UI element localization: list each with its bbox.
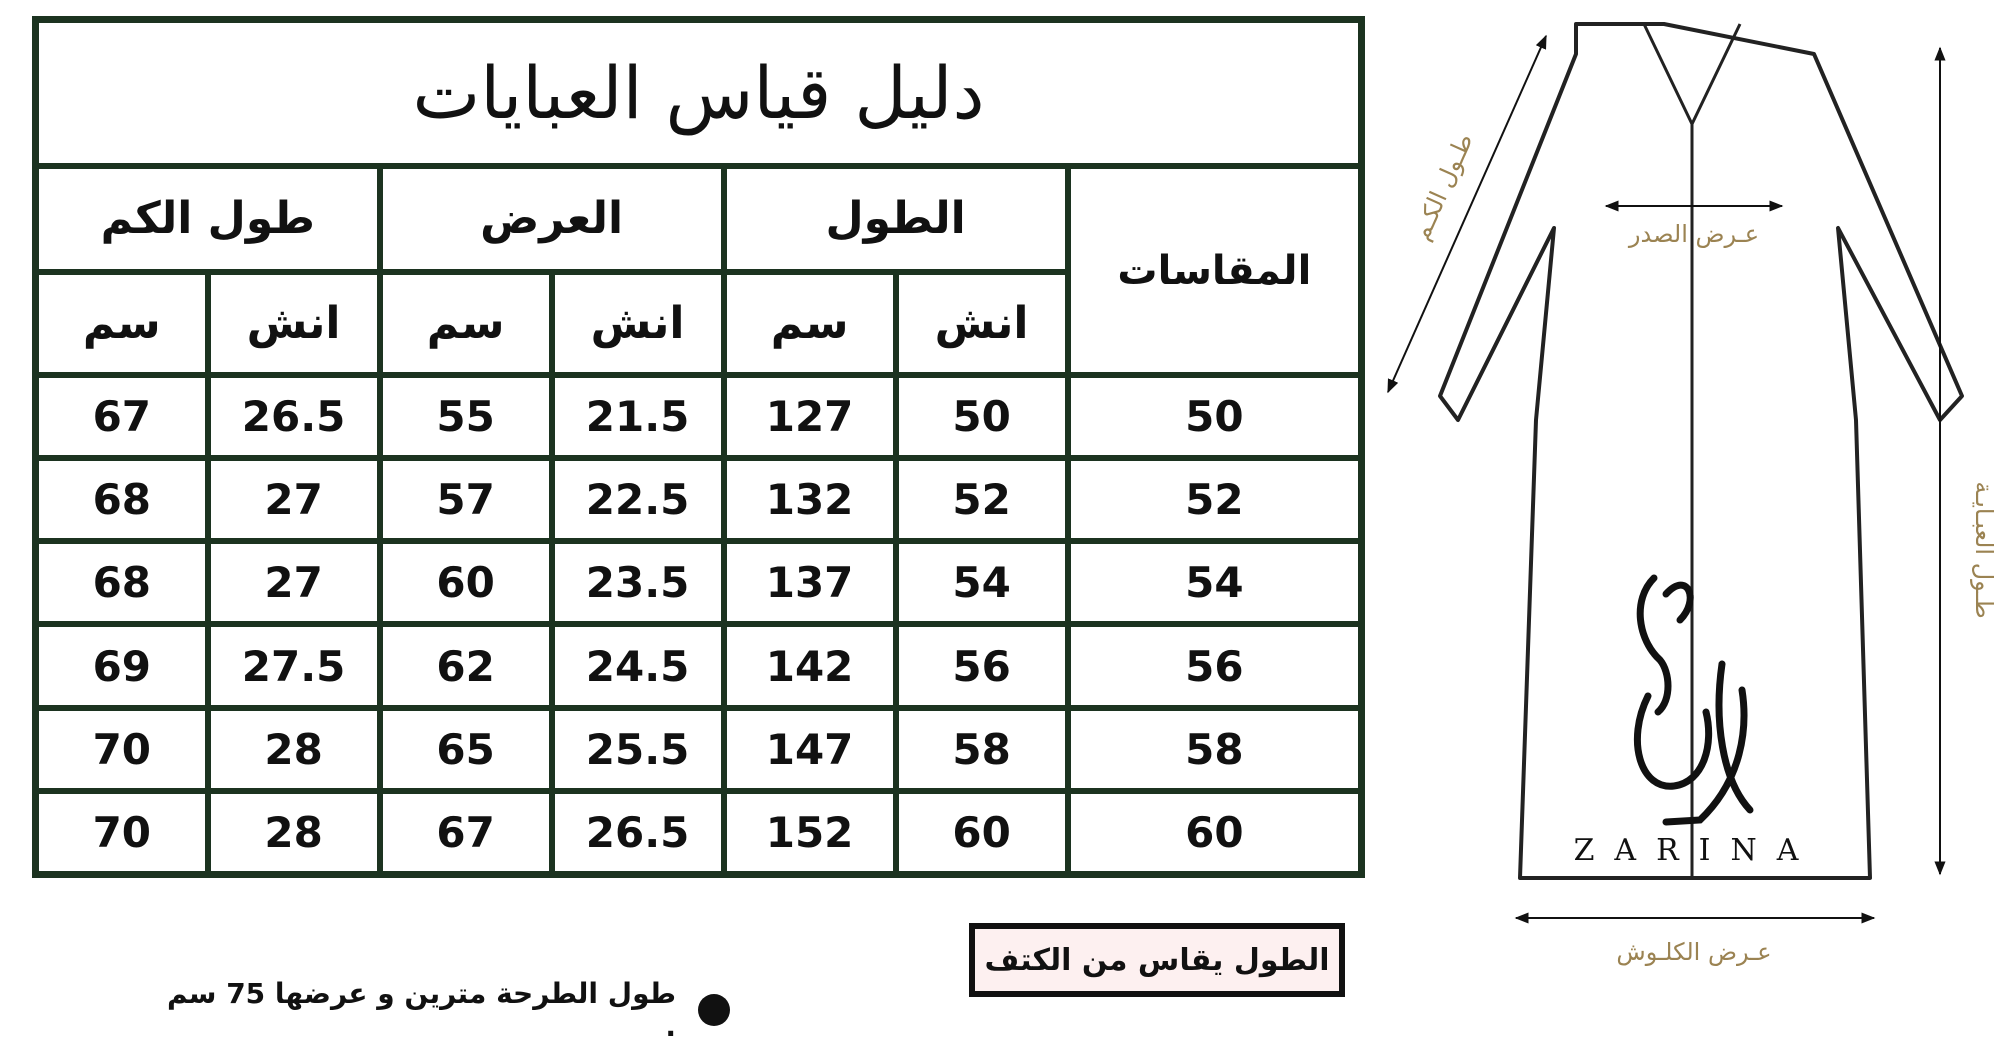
- width-cm-cell: 67: [380, 791, 552, 875]
- sleeve-cm-cell: 68: [36, 541, 208, 624]
- size-cell: 52: [1068, 458, 1362, 541]
- size-cell: 58: [1068, 708, 1362, 791]
- abaya-measurement-diagram: [1370, 0, 2000, 1041]
- length-cm-cell: 152: [724, 791, 896, 875]
- width-inch-cell: 21.5: [552, 375, 724, 458]
- sleeve-length-header: طول الكم: [36, 166, 380, 271]
- sleeve-inch-cell: 26.5: [208, 375, 380, 458]
- length-inch-cell: 50: [896, 375, 1068, 458]
- length-cm-header: سم: [724, 272, 896, 375]
- width-inch-cell: 25.5: [552, 708, 724, 791]
- width-cm-cell: 57: [380, 458, 552, 541]
- length-cm-cell: 147: [724, 708, 896, 791]
- scarf-note-text: طول الطرحة مترين و عرضها 75 سم .: [166, 977, 676, 1043]
- size-cell: 60: [1068, 791, 1362, 875]
- table-row: [36, 375, 1362, 458]
- length-inch-cell: 52: [896, 458, 1068, 541]
- sleeve-inch-cell: 27.5: [208, 624, 380, 707]
- width-cm-cell: 65: [380, 708, 552, 791]
- sleeve-inch-cell: 28: [208, 708, 380, 791]
- length-cm-cell: 142: [724, 624, 896, 707]
- hem-width-label: عـرض الكلـوش: [1616, 938, 1772, 966]
- sleeve-cm-cell: 67: [36, 375, 208, 458]
- abaya-outline-icon: [1440, 24, 1962, 878]
- brand-name: ZARINA: [1573, 833, 1819, 868]
- zarina-calligraphy-logo-icon: [1637, 578, 1750, 822]
- length-inch-header: انش: [896, 272, 1068, 375]
- sleeve-inch-header: انش: [208, 272, 380, 375]
- size-cell: 56: [1068, 624, 1362, 707]
- length-cm-cell: 137: [724, 541, 896, 624]
- size-cell: 50: [1068, 375, 1362, 458]
- sleeve-length-arrow: [1388, 36, 1546, 392]
- size-cell: 54: [1068, 541, 1362, 624]
- abaya-length-label: طـول العبـايـة: [1970, 481, 1998, 619]
- width-header: العرض: [380, 166, 724, 271]
- sleeve-inch-cell: 28: [208, 791, 380, 875]
- sleeve-length-label: طـول الكـم: [1406, 129, 1479, 245]
- sleeve-inch-cell: 27: [208, 541, 380, 624]
- width-inch-header: انش: [552, 272, 724, 375]
- length-inch-cell: 54: [896, 541, 1068, 624]
- length-inch-cell: 58: [896, 708, 1068, 791]
- width-cm-cell: 62: [380, 624, 552, 707]
- width-inch-cell: 23.5: [552, 541, 724, 624]
- width-inch-cell: 26.5: [552, 791, 724, 875]
- width-inch-cell: 24.5: [552, 624, 724, 707]
- table-title: دليل قياس العبايات: [36, 20, 1362, 167]
- bullet-icon: [698, 994, 730, 1026]
- sleeve-cm-cell: 68: [36, 458, 208, 541]
- sleeve-cm-cell: 69: [36, 624, 208, 707]
- length-measure-note-text: الطول يقاس من الكتف: [984, 942, 1330, 978]
- table-row: [36, 791, 1362, 875]
- width-cm-header: سم: [380, 272, 552, 375]
- chest-width-label: عـرض الصدر: [1628, 220, 1760, 248]
- length-inch-cell: 60: [896, 791, 1068, 875]
- table-row: [36, 708, 1362, 791]
- length-cm-cell: 127: [724, 375, 896, 458]
- width-inch-cell: 22.5: [552, 458, 724, 541]
- table-row: [36, 541, 1362, 624]
- sleeve-cm-header: سم: [36, 272, 208, 375]
- table-row: [36, 624, 1362, 707]
- sleeve-cm-cell: 70: [36, 708, 208, 791]
- length-inch-cell: 56: [896, 624, 1068, 707]
- width-cm-cell: 60: [380, 541, 552, 624]
- table-row: [36, 458, 1362, 541]
- sizes-header: المقاسات: [1068, 166, 1362, 375]
- sleeve-cm-cell: 70: [36, 791, 208, 875]
- scarf-note: [150, 977, 730, 1043]
- length-header: الطول: [724, 166, 1068, 271]
- size-chart-table: [32, 16, 1365, 878]
- sleeve-inch-cell: 27: [208, 458, 380, 541]
- length-measure-note: [969, 923, 1345, 997]
- length-cm-cell: 132: [724, 458, 896, 541]
- width-cm-cell: 55: [380, 375, 552, 458]
